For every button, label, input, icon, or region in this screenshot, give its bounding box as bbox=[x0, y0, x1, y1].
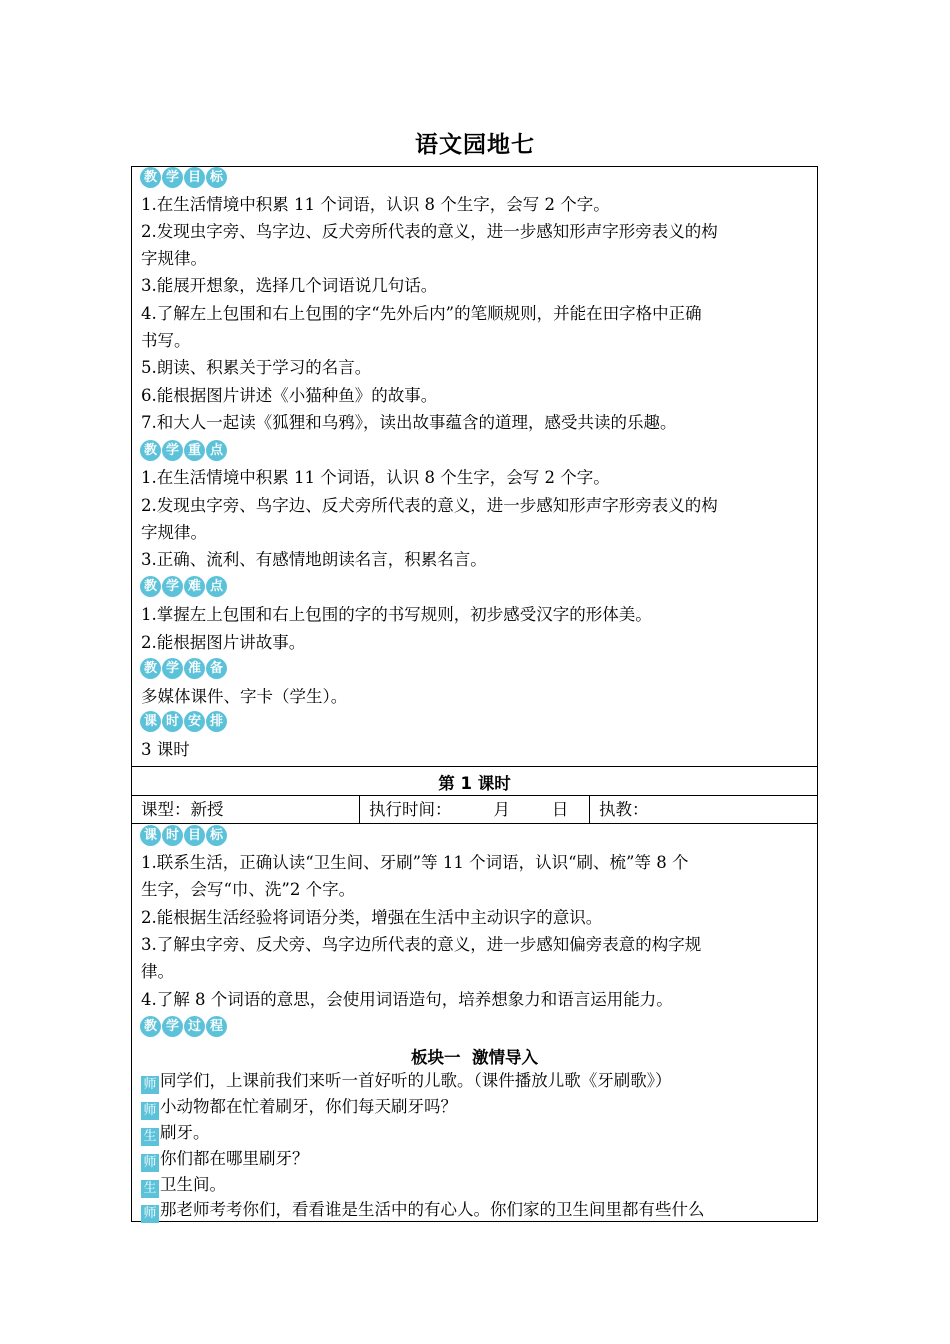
goal-line: 7.和大人一起读《狐狸和乌鸦》，读出故事蕴含的道理，感受共读的乐趣。 bbox=[141, 413, 677, 432]
difficulty-line: 1.掌握左上包围和右上包围的字的书写规则，初步感受汉字的形体美。 bbox=[141, 605, 652, 624]
goal-line: 6.能根据图片讲述《小猫种鱼》的故事。 bbox=[141, 386, 438, 405]
dialogue-line: 生 卫生间。 bbox=[141, 1172, 226, 1198]
badge-difficulties: 教 学 难 点 bbox=[140, 576, 227, 598]
row-divider bbox=[131, 766, 818, 767]
goal-line: 5.朗读、积累关于学习的名言。 bbox=[141, 358, 372, 377]
dialogue-line: 师 那老师考考你们，看看谁是生活中的有心人。你们家的卫生间里都有些什么 bbox=[141, 1197, 705, 1223]
keypoint-line: 3.正确、流利、有感情地朗读名言，积累名言。 bbox=[141, 550, 487, 569]
block-title: 板块一 激情导入 bbox=[411, 1048, 538, 1067]
teacher-role-tag: 师 bbox=[141, 1205, 159, 1223]
keypoint-line: 1.在生活情境中积累 11 个词语，认识 8 个生字，会写 2 个字。 bbox=[141, 468, 610, 487]
keypoint-line: 2.发现虫字旁、鸟字边、反犬旁所代表的意义，进一步感知形声字形旁表义的构 bbox=[141, 496, 718, 515]
goal-line: 2.发现虫字旁、鸟字边、反犬旁所代表的意义，进一步感知形声字形旁表义的构 bbox=[141, 222, 718, 241]
lesson-goal-line: 4.了解 8 个词语的意思，会使用词语造句，培养想象力和语言运用能力。 bbox=[141, 990, 673, 1009]
schedule-line: 3 课时 bbox=[141, 740, 190, 759]
lesson-goal-line: 生字，会写“巾、洗”2 个字。 bbox=[141, 880, 356, 899]
goal-line: 字规律。 bbox=[141, 249, 207, 268]
preparation-line: 多媒体课件、字卡（学生）。 bbox=[141, 687, 348, 706]
goal-line: 4.了解左上包围和右上包围的字“先外后内”的笔顺规则，并能在田字格中正确 bbox=[141, 304, 702, 323]
lesson-goal-line: 2.能根据生活经验将词语分类，增强在生活中主动识字的意识。 bbox=[141, 908, 603, 927]
goal-line: 3.能展开想象，选择几个词语说几句话。 bbox=[141, 276, 438, 295]
badge-schedule: 课 时 安 排 bbox=[140, 711, 227, 733]
lesson-goal-line: 律。 bbox=[141, 962, 174, 981]
lesson-goal-line: 1.联系生活，正确认读“卫生间、牙刷”等 11 个词语，认识“刷、梳”等 8 个 bbox=[141, 853, 689, 872]
student-role-tag: 生 bbox=[141, 1180, 159, 1198]
lesson-heading: 第 1 课时 bbox=[438, 774, 511, 793]
badge-teaching-process: 教 学 过 程 bbox=[140, 1016, 227, 1038]
badge-preparation: 教 学 准 备 bbox=[140, 658, 227, 680]
row-divider bbox=[131, 795, 818, 796]
execution-time: 执行时间： 月 日 bbox=[369, 800, 569, 819]
dialogue-line: 师 同学们，上课前我们来听一首好听的儿歌。（课件播放儿歌《牙刷歌》） bbox=[141, 1068, 672, 1094]
lesson-goal-line: 3.了解虫字旁、反犬旁、鸟字边所代表的意义，进一步感知偏旁表意的构字规 bbox=[141, 935, 702, 954]
badge-lesson-goals: 课 时 目 标 bbox=[140, 825, 227, 847]
student-role-tag: 生 bbox=[141, 1128, 159, 1146]
goal-line: 1.在生活情境中积累 11 个词语，认识 8 个生字，会写 2 个字。 bbox=[141, 195, 610, 214]
cell-divider bbox=[589, 795, 590, 823]
teacher-role-tag: 师 bbox=[141, 1102, 159, 1120]
dialogue-line: 师 小动物都在忙着刷牙，你们每天刷牙吗？ bbox=[141, 1094, 457, 1120]
dialogue-line: 师 你们都在哪里刷牙？ bbox=[141, 1146, 309, 1172]
row-divider bbox=[131, 823, 818, 824]
keypoint-line: 字规律。 bbox=[141, 523, 207, 542]
cell-divider bbox=[359, 795, 360, 823]
lesson-type: 课型：新授 bbox=[141, 800, 224, 819]
teacher-role-tag: 师 bbox=[141, 1076, 159, 1094]
dialogue-line: 生 刷牙。 bbox=[141, 1120, 210, 1146]
difficulty-line: 2.能根据图片讲故事。 bbox=[141, 633, 306, 652]
badge-key-points: 教 学 重 点 bbox=[140, 440, 227, 462]
badge-teaching-goals: 教 学 目 标 bbox=[140, 167, 227, 189]
teacher: 执教： bbox=[599, 800, 649, 819]
goal-line: 书写。 bbox=[141, 331, 191, 350]
page-title: 语文园地七 bbox=[415, 132, 535, 158]
teacher-role-tag: 师 bbox=[141, 1154, 159, 1172]
